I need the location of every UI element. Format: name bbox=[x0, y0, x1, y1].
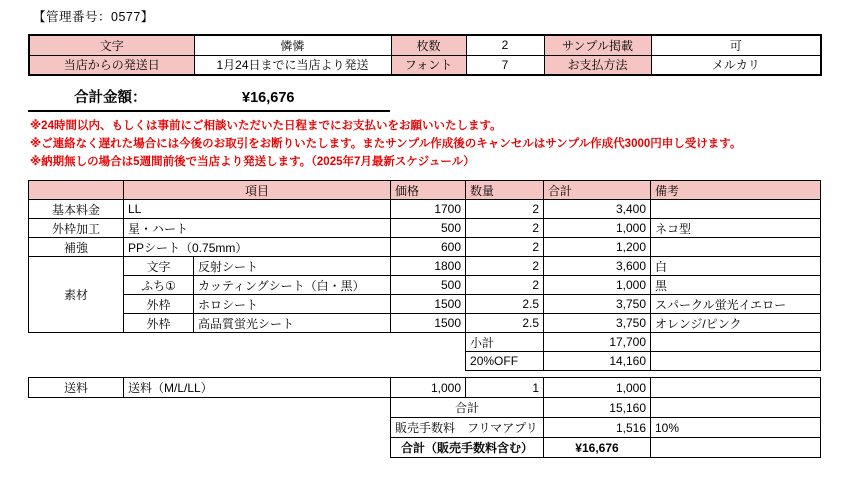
grand-label: 合計（販売手数料含む） bbox=[391, 438, 544, 458]
note-cell bbox=[651, 238, 821, 257]
note-cell-empty bbox=[651, 352, 821, 371]
row-material-2 bbox=[29, 276, 821, 295]
sub-label-cell: 外枠 bbox=[124, 314, 194, 333]
header-price: 価格 bbox=[391, 181, 466, 200]
total-cell: 3,400 bbox=[544, 200, 651, 219]
note-cell: 白 bbox=[651, 257, 821, 276]
row-material-4 bbox=[29, 314, 821, 333]
qty-cell: 2 bbox=[466, 238, 544, 257]
price-cell: 1,000 bbox=[391, 378, 466, 398]
row-material-3 bbox=[29, 295, 821, 314]
row-discount bbox=[29, 352, 821, 371]
label-ship-date: 当店からの発送日 bbox=[29, 55, 194, 75]
item-cell: LL bbox=[124, 200, 391, 219]
spacer-cell bbox=[29, 438, 391, 458]
header-spacer-cell bbox=[29, 181, 124, 200]
notice-block bbox=[30, 117, 841, 171]
header-qty: 数量 bbox=[466, 181, 544, 200]
fee-label: 販売手数料 フリマアプリ bbox=[391, 418, 544, 438]
total-cell: 3,750 bbox=[544, 295, 651, 314]
category-cell: 基本料金 bbox=[29, 200, 124, 219]
price-cell: 1500 bbox=[391, 314, 466, 333]
grand-total-banner bbox=[28, 86, 390, 112]
category-material-cell: 素材 bbox=[29, 257, 124, 333]
qty-cell: 2 bbox=[466, 219, 544, 238]
grand-value: ¥16,676 bbox=[544, 438, 651, 458]
value-ship-date: 1月24日までに当店より発送 bbox=[194, 55, 391, 75]
row-total bbox=[29, 398, 821, 418]
row-reinforce bbox=[29, 238, 821, 257]
header-note: 備考 bbox=[651, 181, 821, 200]
category-cell: 外枠加工 bbox=[29, 219, 124, 238]
total-cell: 1,000 bbox=[544, 276, 651, 295]
spacer-cell bbox=[29, 418, 391, 438]
qty-cell: 2 bbox=[466, 200, 544, 219]
fee-note: 10% bbox=[651, 418, 821, 438]
row-fee bbox=[29, 418, 821, 438]
spacer-cell bbox=[29, 398, 391, 418]
note-cell-empty bbox=[651, 438, 821, 458]
header-item: 項目 bbox=[124, 181, 391, 200]
info-table bbox=[28, 34, 822, 76]
note-cell-empty bbox=[651, 378, 821, 398]
note-cell: オレンジ/ピンク bbox=[651, 314, 821, 333]
price-cell: 600 bbox=[391, 238, 466, 257]
note-cell bbox=[651, 200, 821, 219]
notice-line-1: ※24時間以内、もしくは事前にご相談いただいた日程までにお支払いをお願いいたします。 bbox=[30, 120, 502, 132]
qty-cell: 2 bbox=[466, 276, 544, 295]
row-shipping bbox=[29, 378, 821, 398]
value-sample: 可 bbox=[651, 35, 821, 55]
row-material-1 bbox=[29, 257, 821, 276]
notice-line-3: ※納期無しの場合は5週間前後で当店より発送します。（2025年7月最新スケジュール） bbox=[30, 156, 475, 168]
sub-label-cell: ふち① bbox=[124, 276, 194, 295]
item-cell: カッティングシート（白・黒） bbox=[194, 276, 391, 295]
subtotal-value: 17,700 bbox=[544, 333, 651, 352]
sub-label-cell: 外枠 bbox=[124, 295, 194, 314]
price-cell: 1500 bbox=[391, 295, 466, 314]
note-cell: 黒 bbox=[651, 276, 821, 295]
category-cell: 補強 bbox=[29, 238, 124, 257]
item-cell: 反射シート bbox=[194, 257, 391, 276]
control-number: 【管理番号：0577】 bbox=[33, 10, 154, 24]
label-font: フォント bbox=[391, 55, 466, 75]
header-total: 合計 bbox=[544, 181, 651, 200]
main-header-row bbox=[29, 181, 821, 200]
discount-label: 20%OFF bbox=[466, 352, 544, 371]
note-cell: スパークル蛍光イエロー bbox=[651, 295, 821, 314]
qty-cell: 2 bbox=[466, 257, 544, 276]
note-cell-empty bbox=[651, 398, 821, 418]
info-row-2 bbox=[29, 55, 821, 75]
price-cell: 500 bbox=[391, 219, 466, 238]
label-payment: お支払方法 bbox=[544, 55, 651, 75]
totals-table bbox=[28, 377, 821, 458]
notice-line-2: ※ご連絡なく遅れた場合には今後のお取引をお断りいたします。またサンプル作成後のキャンセルはサンプル作成代3000円申し受けます。 bbox=[30, 138, 742, 150]
item-cell: 星・ハート bbox=[124, 219, 391, 238]
spacer-cell bbox=[29, 333, 466, 352]
price-cell: 1800 bbox=[391, 257, 466, 276]
grand-total-value: ¥16,676 bbox=[242, 90, 295, 106]
spacer-cell bbox=[29, 352, 466, 371]
item-cell: 高品質蛍光シート bbox=[194, 314, 391, 333]
label-sample: サンプル掲載 bbox=[544, 35, 651, 55]
qty-cell: 2.5 bbox=[466, 314, 544, 333]
main-table bbox=[28, 180, 821, 371]
item-cell: 送料（M/L/LL） bbox=[124, 378, 391, 398]
value-payment: メルカリ bbox=[651, 55, 821, 75]
grand-total-label: 合計金額： bbox=[74, 90, 147, 106]
price-cell: 1700 bbox=[391, 200, 466, 219]
note-cell-empty bbox=[651, 333, 821, 352]
price-cell: 500 bbox=[391, 276, 466, 295]
discount-value: 14,160 bbox=[544, 352, 651, 371]
total-cell: 1,000 bbox=[544, 378, 651, 398]
note-cell: ネコ型 bbox=[651, 219, 821, 238]
value-maisu: 2 bbox=[466, 35, 544, 55]
qty-cell: 2.5 bbox=[466, 295, 544, 314]
item-cell: PPシート（0.75mm） bbox=[124, 238, 391, 257]
value-font: 7 bbox=[466, 55, 544, 75]
label-moji: 文字 bbox=[29, 35, 194, 55]
qty-cell: 1 bbox=[466, 378, 544, 398]
info-row-1 bbox=[29, 35, 821, 55]
total-label: 合計 bbox=[391, 398, 544, 418]
total-cell: 1,200 bbox=[544, 238, 651, 257]
fee-value: 1,516 bbox=[544, 418, 651, 438]
total-value: 15,160 bbox=[544, 398, 651, 418]
item-cell: ホロシート bbox=[194, 295, 391, 314]
total-cell: 3,600 bbox=[544, 257, 651, 276]
total-cell: 1,000 bbox=[544, 219, 651, 238]
sub-label-cell: 文字 bbox=[124, 257, 194, 276]
row-outer-frame bbox=[29, 219, 821, 238]
category-cell: 送料 bbox=[29, 378, 124, 398]
label-maisu: 枚数 bbox=[391, 35, 466, 55]
value-moji: 憐憐 bbox=[194, 35, 391, 55]
row-basic-fee bbox=[29, 200, 821, 219]
total-cell: 3,750 bbox=[544, 314, 651, 333]
row-grand-total bbox=[29, 438, 821, 458]
subtotal-label: 小計 bbox=[466, 333, 544, 352]
row-subtotal bbox=[29, 333, 821, 352]
